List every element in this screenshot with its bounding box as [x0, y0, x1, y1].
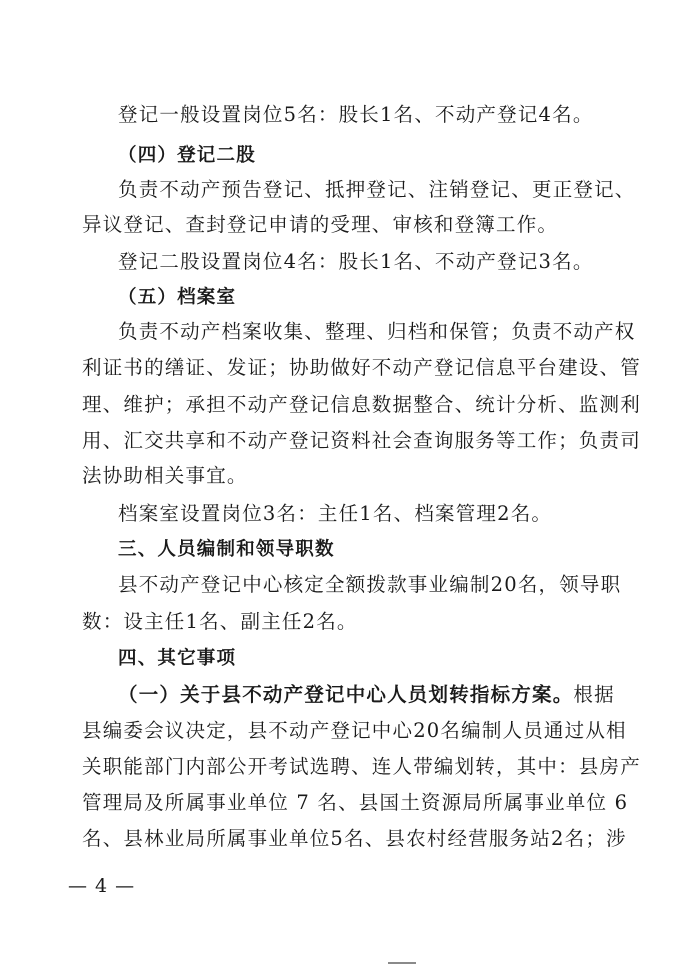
paragraph-line: 县不动产登记中心核定全额拨款事业编制20名，领导职 — [118, 573, 622, 596]
bold-lead-text: （一）关于县不动产登记中心人员划转指标方案。 — [118, 683, 574, 706]
paragraph-line: 关职能部门内部公开考试选聘、连人带编划转，其中：县房产 — [82, 755, 641, 778]
paragraph-line: 用、汇交共享和不动产登记资料社会查询服务等工作；负责司 — [82, 429, 641, 452]
paragraph-line: 负责不动产档案收集、整理、归档和保管；负责不动产权 — [118, 320, 636, 343]
section-heading: （五）档案室 — [118, 287, 237, 308]
paragraph-line: 名、县林业局所属事业单位5名、县农村经营服务站2名；涉 — [82, 827, 627, 850]
paragraph-line: 县编委会议决定，县不动产登记中心20名编制人员通过从相 — [82, 719, 627, 742]
paragraph-line: 法协助相关事宜。 — [82, 464, 248, 487]
scan-mark — [388, 962, 416, 964]
paragraph-line: 管理局及所属事业单位 7 名、县国土资源局所属事业单位 6 — [82, 791, 629, 814]
paragraph-line: 登记一般设置岗位5名：股长1名、不动产登记4名。 — [118, 103, 594, 126]
paragraph-line-bold-lead — [118, 680, 615, 710]
paragraph-line: 登记二股设置岗位4名：股长1名、不动产登记3名。 — [118, 250, 594, 273]
paragraph-line: 负责不动产预告登记、抵押登记、注销登记、更正登记、 — [118, 178, 636, 201]
paragraph-line: 利证书的缮证、发证；协助做好不动产登记信息平台建设、管 — [82, 356, 641, 379]
page-number: — 4 — — [68, 875, 136, 897]
section-heading: 四、其它事项 — [118, 648, 237, 669]
paragraph-line: 理、维护；承担不动产登记信息数据整合、统计分析、监测利 — [82, 393, 641, 416]
section-heading: （四）登记二股 — [118, 145, 256, 166]
paragraph-line: 档案室设置岗位3名：主任1名、档案管理2名。 — [118, 502, 553, 525]
section-heading: 三、人员编制和领导职数 — [118, 539, 335, 560]
lead-rest-text: 根据 — [573, 683, 615, 706]
paragraph-line: 异议登记、查封登记申请的受理、审核和登簿工作。 — [82, 213, 559, 236]
paragraph-line: 数：设主任1名、副主任2名。 — [82, 610, 358, 633]
